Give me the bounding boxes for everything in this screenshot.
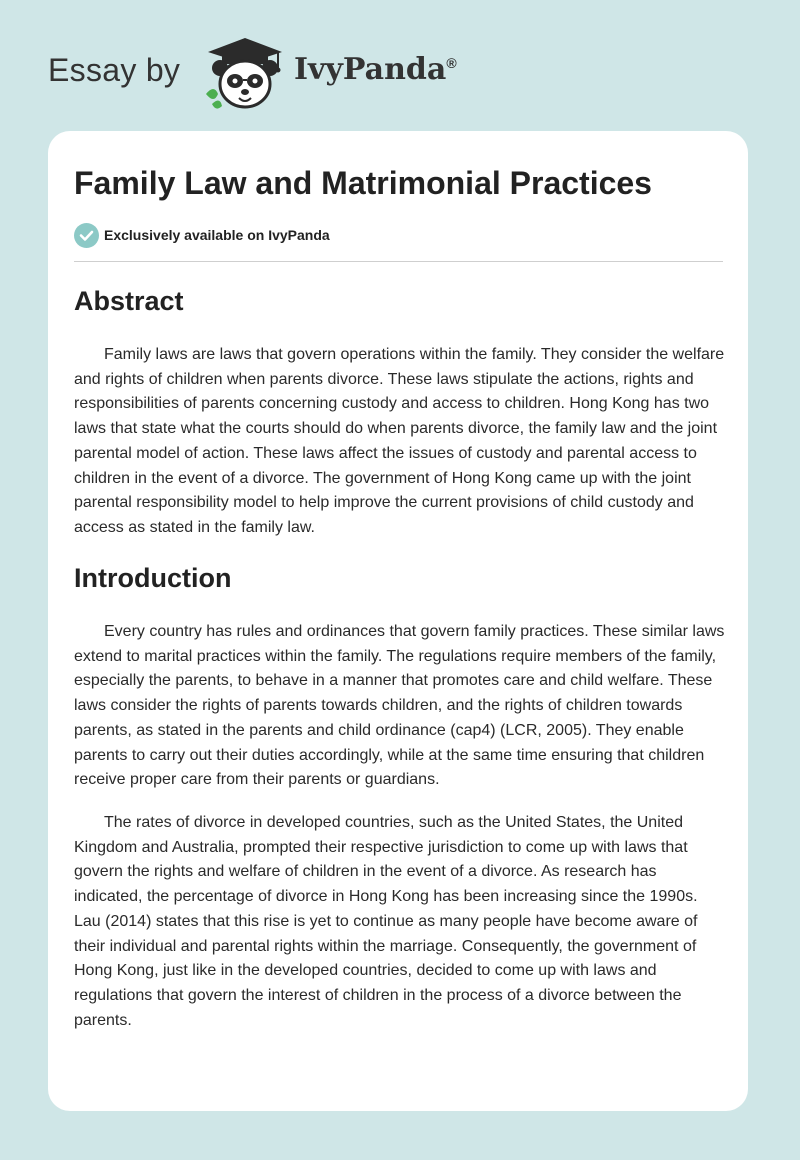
section-heading-introduction: Introduction [74, 563, 232, 593]
exclusive-badge [74, 222, 330, 248]
essay-card [48, 131, 748, 1111]
ivypanda-wordmark[interactable] [294, 52, 457, 87]
ivypanda-logo-icon[interactable] [200, 34, 290, 114]
check-circle-icon [74, 223, 99, 248]
abstract-paragraph: Family laws are laws that govern operations within the family. They consider the welfare and rights of children when parents divorce. These laws stipulate the actions, rights and responsibilities of parents concerning custody and access to children. Hong Kong has two laws that state what the courts should do when parents divorce, the family law and the joint parental model of action. These laws affect the issues of custody and parental access to children in the event of a divorce. The government of Hong Kong came up with the joint parental responsibility model to help improve the current provisions of child custody and access as stated in the family law. [74, 346, 725, 536]
title-divider [74, 261, 723, 262]
essay-by-label: Essay by [48, 52, 181, 88]
introduction-paragraph-2: The rates of divorce in developed countries, such as the United States, the United Kingdom and Australia, prompted their respective jurisdiction to come up with laws that govern the rights and welfare of children in the event of a divorce. As research has indicated, the percentage of divorce in Hong Kong has been increasing since the 1990s. Lau (2014) states that this rise is yet to continue as many people have become aware of their individual and parental rights within the marriage. Consequently, the government of Hong Kong, just like in the developed countries, decided to come up with laws and regulations that govern the interest of children in the process of a divorce between the parents. [74, 814, 698, 1029]
site-header [0, 0, 800, 130]
brand-name-text: IvyPanda [294, 52, 447, 87]
introduction-paragraph-1: Every country has rules and ordinances that govern family practices. These similar laws extend to marital practices within the family. The regulations require members of the family, especially the parents, to behave in a manner that promotes care and child welfare. These laws consider the rights of parents towards children, and the rights of children towards parents, as stated in the parents and child ordinance (cap4) (LCR, 2005). They enable parents to carry out their duties accordingly, while at the same time ensuring that children receive proper care from their parents or guardians. [74, 623, 725, 789]
page-title: Family Law and Matrimonial Practices [74, 165, 652, 201]
section-heading-abstract: Abstract [74, 286, 184, 316]
registered-mark: ® [446, 55, 457, 71]
exclusive-badge-label: Exclusively available on IvyPanda [104, 227, 330, 243]
